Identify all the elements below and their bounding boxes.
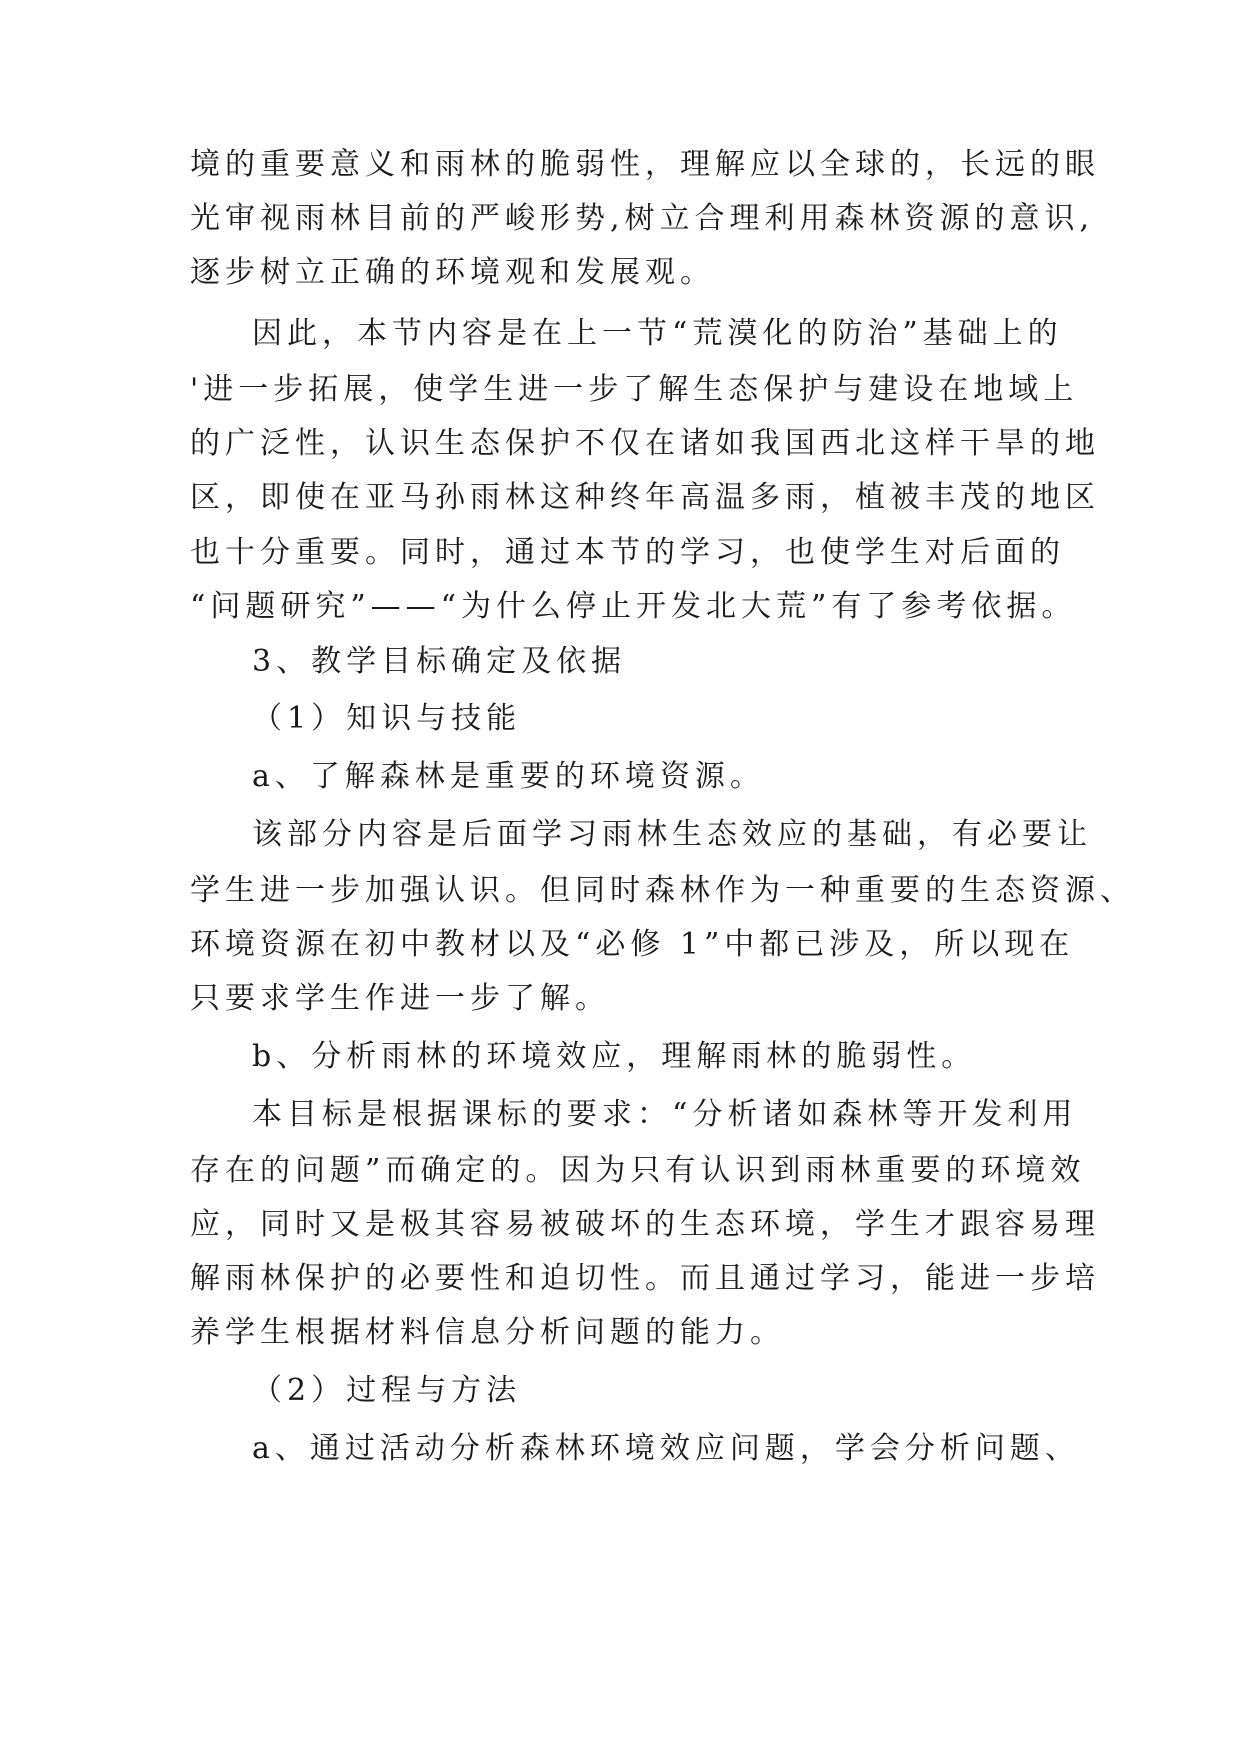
subsection-heading: （1）知识与技能 [252,701,522,736]
text-line: 也十分重要。同时，通过本节的学习，也使学生对后面的 [190,535,1065,570]
text-line: a、通过活动分析森林环境效应问题，学会分析问题、 [252,1431,1080,1466]
text-line: 光审视雨林目前的严峻形势,树立合理利用森林资源的意识, [190,201,1095,236]
text-line: 存在的问题”而确定的。因为只有认识到雨林重要的环境效 [190,1153,1086,1188]
text-line: '进一步拓展，使学生进一步了解生态保护与建设在地域上 [190,372,1079,407]
text-line: 逐步树立正确的环境观和发展观。 [190,255,715,290]
text-line: 养学生根据材料信息分析问题的能力。 [190,1315,785,1350]
text-line: 区，即使在亚马孙雨林这种终年高温多雨，植被丰茂的地区 [190,480,1100,515]
text-line: 应，同时又是极其容易被破坏的生态环境，学生才跟容易理 [190,1207,1100,1242]
subsection-heading: （2）过程与方法 [252,1373,522,1408]
text-line: 境的重要意义和雨林的脆弱性，理解应以全球的，长远的眼 [190,147,1100,182]
text-line: “问题研究”——“为什么停止开发北大荒”有了参考依据。 [190,589,1077,624]
text-line: 环境资源在初中教材以及“必修 1”中都已涉及，所以现在 [190,927,1075,962]
text-line: 只要求学生作进一步了解。 [190,981,610,1016]
text-line: a、了解森林是重要的环境资源。 [252,759,765,794]
text-line: 该部分内容是后面学习雨林生态效应的基础，有必要让 [252,817,1092,852]
text-line: 因此，本节内容是在上一节“荒漠化的防治”基础上的 [252,316,1063,351]
text-line: 解雨林保护的必要性和迫切性。而且通过学习，能进一步培 [190,1261,1100,1296]
text-line: 本目标是根据课标的要求：“分析诸如森林等开发利用 [252,1097,1078,1132]
text-line: 的广泛性，认识生态保护不仅在诸如我国西北这样干旱的地 [190,426,1100,461]
text-line: b、分析雨林的环境效应，理解雨林的脆弱性。 [252,1039,977,1074]
section-heading: 3、教学目标确定及依据 [252,644,627,679]
text-line: 学生进一步加强认识。但同时森林作为一种重要的生态资源、 [190,873,1135,908]
